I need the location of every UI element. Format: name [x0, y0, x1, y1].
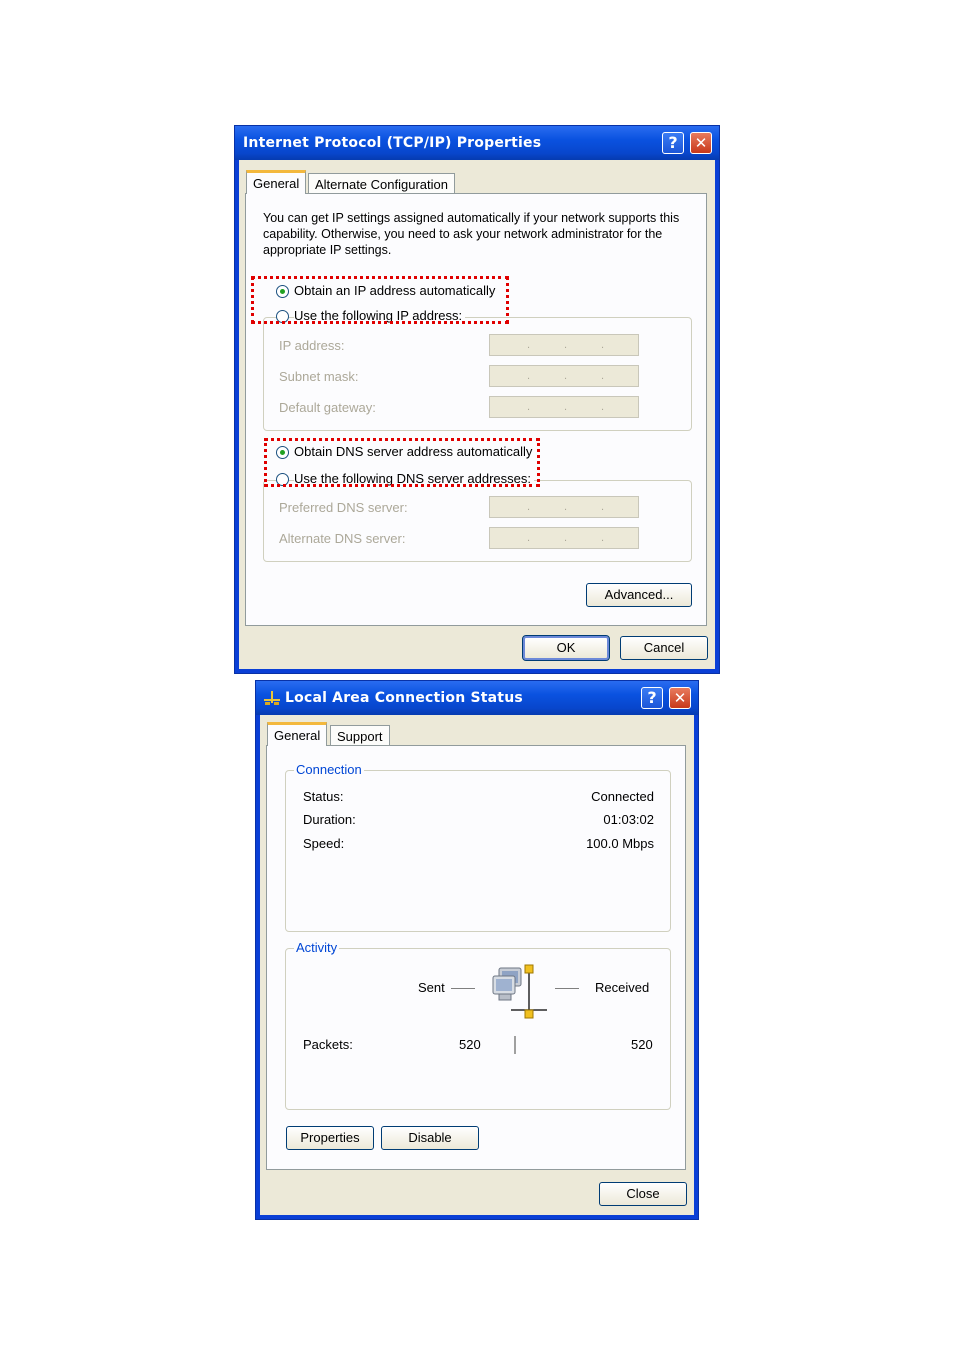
- packets-received-value: 520: [631, 1037, 653, 1052]
- packets-sent-value: 520: [459, 1037, 481, 1052]
- status-client-area: [260, 715, 694, 1215]
- ip-dot: .: [527, 501, 531, 513]
- tab-general[interactable]: General: [267, 722, 327, 746]
- sent-line: [451, 988, 475, 989]
- status-general-panel: [266, 745, 686, 1170]
- activity-group-label: Activity: [296, 940, 338, 955]
- subnet-mask-label: Subnet mask:: [279, 369, 359, 384]
- tcpip-titlebar[interactable]: [235, 126, 719, 160]
- dns-options-highlight: [264, 438, 540, 487]
- ip-auto-label[interactable]: Obtain an IP address automatically: [294, 283, 496, 298]
- advanced-button[interactable]: Advanced...: [586, 583, 692, 607]
- packets-divider: [514, 1036, 516, 1054]
- alternate-dns-field[interactable]: [489, 527, 639, 549]
- dns-manual-label[interactable]: Use the following DNS server addresses:: [294, 471, 534, 486]
- connection-group-label: Connection: [296, 762, 362, 777]
- ip-dot: .: [564, 532, 568, 544]
- status-titlebar[interactable]: [256, 681, 698, 715]
- close-button[interactable]: Close: [599, 1182, 687, 1206]
- properties-button[interactable]: Properties: [286, 1126, 374, 1150]
- close-icon[interactable]: ✕: [669, 687, 691, 709]
- activity-group: [285, 948, 671, 1110]
- dns-settings-group: [263, 480, 692, 562]
- ip-options-highlight: [251, 276, 509, 324]
- ip-dot: .: [564, 501, 568, 513]
- status-label: Status:: [303, 789, 344, 804]
- ip-dot: .: [564, 370, 568, 382]
- received-line: [555, 988, 579, 989]
- ip-dot: .: [527, 401, 531, 413]
- help-icon[interactable]: ?: [662, 132, 684, 154]
- ip-dot: .: [527, 339, 531, 351]
- speed-label: Speed:: [303, 836, 345, 851]
- tab-general[interactable]: General: [246, 170, 306, 194]
- tcpip-dialog-title: Internet Protocol (TCP/IP) Properties: [243, 135, 542, 151]
- help-icon[interactable]: ?: [641, 687, 663, 709]
- ip-dot: .: [601, 339, 605, 351]
- ip-dot: .: [527, 370, 531, 382]
- connection-status-dialog: [255, 680, 699, 1220]
- tab-support[interactable]: Support: [330, 725, 390, 746]
- sent-label: Sent: [418, 980, 445, 995]
- tab-alternate-configuration[interactable]: Alternate Configuration: [308, 173, 455, 194]
- preferred-dns-label: Preferred DNS server:: [279, 500, 408, 515]
- speed-value: 100.0 Mbps: [586, 836, 654, 851]
- alternate-dns-label: Alternate DNS server:: [279, 531, 406, 546]
- tcpip-properties-dialog: [234, 125, 720, 674]
- ip-dot: .: [564, 401, 568, 413]
- tcpip-general-panel: [245, 193, 707, 626]
- default-gateway-label: Default gateway:: [279, 400, 376, 415]
- ip-dot: .: [601, 370, 605, 382]
- network-connection-icon: [262, 689, 282, 707]
- ip-dot: .: [564, 339, 568, 351]
- default-gateway-field[interactable]: [489, 396, 639, 418]
- duration-label: Duration:: [303, 812, 356, 827]
- ip-address-label: IP address:: [279, 338, 345, 353]
- received-label: Received: [595, 980, 650, 995]
- status-dialog-title: Local Area Connection Status: [285, 690, 523, 706]
- preferred-dns-field[interactable]: [489, 496, 639, 518]
- cancel-button[interactable]: Cancel: [620, 636, 708, 660]
- close-icon[interactable]: ✕: [690, 132, 712, 154]
- ip-dot: .: [601, 401, 605, 413]
- disable-button[interactable]: Disable: [381, 1126, 479, 1150]
- packets-label: Packets:: [303, 1037, 353, 1052]
- ok-button[interactable]: OK: [523, 636, 609, 660]
- status-value: Connected: [591, 789, 654, 804]
- network-activity-icon: [489, 960, 551, 1022]
- dns-auto-label[interactable]: Obtain DNS server address automatically: [294, 444, 533, 459]
- tcpip-description: You can get IP settings assigned automatically if your network supports this capability. Otherwise, you need to ask your network administrator for the appropriate IP settings.: [263, 211, 680, 257]
- ip-manual-label[interactable]: Use the following IP address:: [294, 308, 465, 323]
- ip-dot: .: [601, 501, 605, 513]
- ip-address-field[interactable]: [489, 334, 639, 356]
- duration-value: 01:03:02: [603, 812, 654, 827]
- ip-dot: .: [527, 532, 531, 544]
- tcpip-client-area: [239, 160, 715, 669]
- ip-dot: .: [601, 532, 605, 544]
- subnet-mask-field[interactable]: [489, 365, 639, 387]
